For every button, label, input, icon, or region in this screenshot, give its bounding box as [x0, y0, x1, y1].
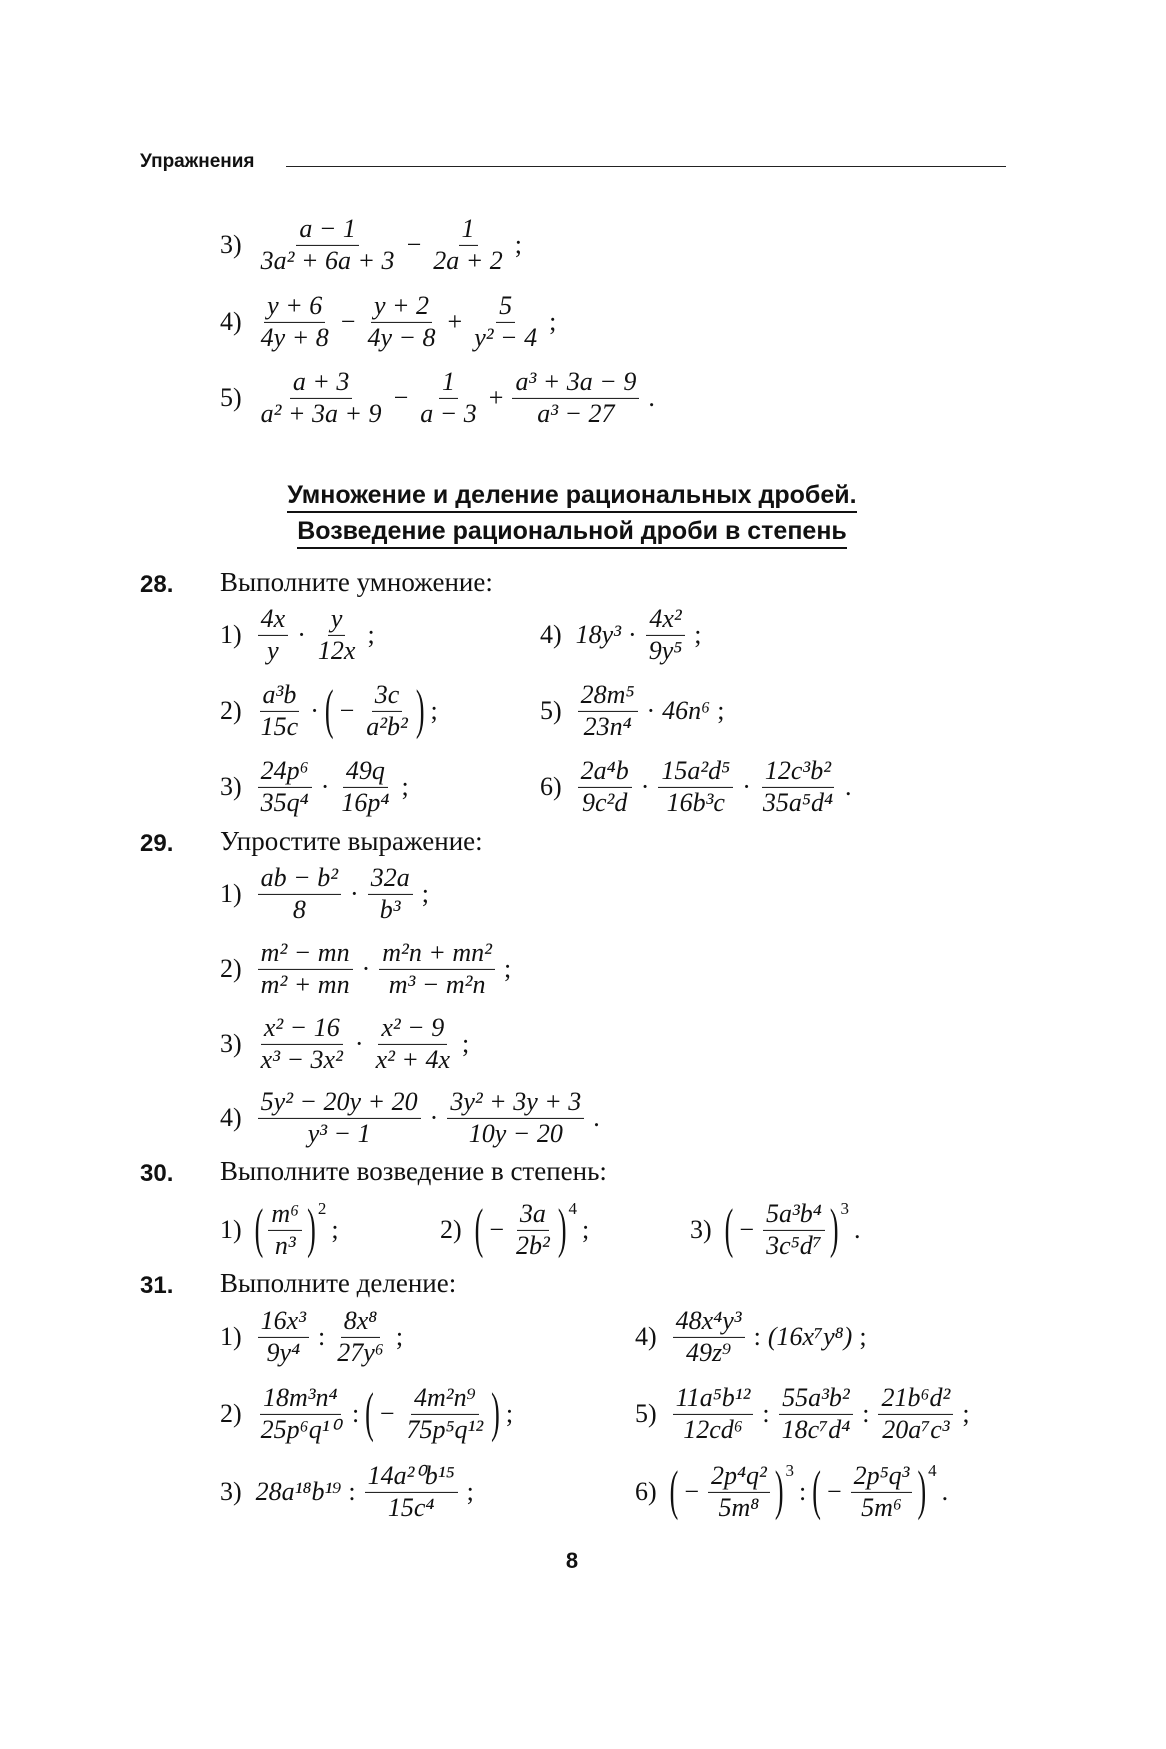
fraction [258, 292, 332, 352]
exercise-item [635, 1307, 872, 1367]
operator: − [339, 695, 355, 725]
numerator: 48x⁴y³ [673, 1307, 745, 1338]
denominator: 5m⁸ [718, 1492, 760, 1522]
section-title-text: Возведение рациональной дроби в степень [297, 517, 847, 549]
operator: : [351, 1398, 360, 1428]
numerator: y [328, 605, 346, 636]
operator: ; [962, 1398, 970, 1428]
fraction [258, 605, 289, 665]
denominator: 8 [292, 894, 306, 924]
operator: − [406, 229, 422, 259]
denominator: b³ [379, 894, 401, 924]
numerator: a − 1 [296, 215, 359, 246]
parenthesized-group [724, 1197, 850, 1260]
exercise-item [220, 1381, 518, 1444]
fraction [363, 681, 411, 741]
fraction [258, 215, 398, 275]
item-label: 6) [635, 1476, 657, 1506]
fraction [658, 757, 733, 817]
problem-task: Выполните возведение в степень: [220, 1156, 607, 1186]
operator: ; [503, 953, 512, 983]
numerator: 1 [459, 215, 478, 246]
numerator: 3a [517, 1200, 549, 1231]
fraction [417, 368, 480, 428]
exercise-item [690, 1197, 866, 1260]
item-label: 3) [220, 229, 242, 259]
parenthesized-group [669, 1459, 795, 1522]
operator: − [340, 306, 356, 336]
operator: : [862, 1398, 870, 1428]
numerator: y + 6 [264, 292, 325, 323]
denominator: 23n⁴ [583, 711, 632, 741]
fraction [578, 681, 638, 741]
operator: ; [859, 1321, 867, 1351]
numerator: 21b⁶d² [878, 1384, 953, 1415]
fraction [379, 939, 495, 999]
denominator: 4y + 8 [260, 322, 329, 352]
item-label: 1) [220, 1214, 242, 1244]
problem-number: 31. [140, 1272, 174, 1299]
operator: . [844, 771, 852, 801]
left-paren: ( [365, 1381, 374, 1443]
numerator: m² − mn [258, 939, 353, 970]
numerator: 2p⁴q² [708, 1462, 770, 1493]
numerator: x² − 9 [378, 1014, 447, 1045]
operator: + [447, 306, 463, 336]
right-paren: ) [774, 1459, 784, 1521]
item-label: 1) [220, 878, 242, 908]
fraction [258, 1014, 346, 1074]
numerator: 12c³b² [762, 757, 834, 788]
header-rule [286, 166, 1006, 167]
operator: ; [430, 695, 438, 725]
fraction [268, 1200, 302, 1260]
fraction [258, 864, 341, 924]
fraction [878, 1384, 953, 1444]
item-label: 3) [690, 1214, 712, 1244]
operator: ; [549, 306, 557, 336]
denominator: 2b² [516, 1230, 550, 1260]
operator: . [593, 1102, 600, 1132]
denominator: 35q⁴ [260, 787, 309, 817]
fraction [673, 1384, 754, 1444]
item-label: 4) [540, 619, 562, 649]
fraction [673, 1307, 745, 1367]
fraction [258, 757, 312, 817]
denominator: a³ − 27 [537, 398, 615, 428]
numerator: 18m³n⁴ [260, 1384, 341, 1415]
fraction [404, 1384, 487, 1444]
problem-number: 30. [140, 1160, 174, 1187]
operator: ; [395, 1321, 404, 1351]
operator: · [320, 771, 330, 801]
operator: · [628, 619, 637, 649]
fraction [365, 1462, 458, 1522]
fraction [338, 757, 392, 817]
item-label: 4) [220, 306, 242, 336]
denominator: m³ − m²n [388, 969, 486, 999]
fraction [258, 681, 302, 741]
exercise-item [220, 1014, 474, 1074]
fraction [368, 864, 413, 924]
numerator: 32a [368, 864, 413, 895]
operator: . [941, 1476, 949, 1506]
term: 18y³ [575, 619, 622, 649]
denominator: 15c⁴ [387, 1492, 435, 1522]
fraction [578, 757, 632, 817]
right-paren: ) [829, 1197, 839, 1259]
numerator: m²n + mn² [379, 939, 495, 970]
operator: ; [421, 878, 429, 908]
numerator: 55a³b² [779, 1384, 853, 1415]
exercise-item [220, 215, 527, 275]
term: 46n⁶ [662, 695, 711, 725]
operator: · [350, 878, 359, 908]
exercise-item [220, 864, 434, 924]
left-paren: ( [324, 678, 334, 740]
denominator: x³ − 3x² [260, 1044, 343, 1074]
exponent: 2 [317, 1198, 327, 1218]
numerator: 4x² [646, 605, 684, 636]
denominator: 25p⁶q¹⁰ [260, 1414, 340, 1444]
denominator: 4y − 8 [367, 322, 436, 352]
item-label: 5) [220, 382, 242, 412]
operator: ; [466, 1476, 474, 1506]
numerator: 1 [439, 368, 458, 399]
fraction [513, 1200, 553, 1260]
denominator: 16p⁴ [341, 787, 390, 817]
operator: ; [717, 695, 725, 725]
item-label: 2) [220, 695, 242, 725]
exercise-item [220, 757, 414, 817]
operator: − [379, 1398, 395, 1428]
operator: . [854, 1214, 861, 1244]
exercise-item [220, 1462, 479, 1522]
operator: + [488, 382, 504, 412]
section-title-line1 [0, 481, 1144, 510]
numerator: 11a⁵b¹² [673, 1384, 754, 1415]
operator: − [393, 382, 409, 412]
item-label: 3) [220, 1476, 242, 1506]
operator: · [354, 1028, 364, 1058]
item-label: 6) [540, 771, 562, 801]
section-title-line2 [0, 517, 1144, 546]
exercise-item [220, 678, 443, 741]
denominator: 10y − 20 [468, 1118, 563, 1148]
denominator: y² − 4 [474, 322, 538, 352]
exercise-item [220, 939, 516, 999]
operator: · [429, 1102, 439, 1132]
denominator: a²b² [366, 711, 408, 741]
item-label: 4) [635, 1321, 657, 1351]
numerator: 16x³ [258, 1307, 309, 1338]
item-label: 1) [220, 1321, 242, 1351]
denominator: 15c [260, 711, 299, 741]
parenthesized-group [364, 1381, 501, 1444]
denominator: a² + 3a + 9 [260, 398, 382, 428]
parenthesized-group [324, 678, 426, 741]
numerator: 4m²n⁹ [411, 1384, 479, 1415]
denominator: 16b³c [666, 787, 725, 817]
fraction [364, 292, 438, 352]
denominator: 9c²d [582, 787, 628, 817]
running-header: Упражнения [140, 151, 255, 172]
denominator: 9y⁵ [648, 635, 683, 665]
page-number: 8 [565, 1548, 579, 1573]
denominator: 75p⁵q¹² [406, 1414, 484, 1444]
exercise-item [220, 292, 561, 352]
item-label: 1) [220, 619, 242, 649]
item-label: 3) [220, 1028, 242, 1058]
item-label: 2) [220, 953, 242, 983]
operator: : [799, 1476, 807, 1506]
numerator: a³b [260, 681, 300, 712]
denominator: y³ − 1 [307, 1118, 371, 1148]
item-label: 3) [220, 771, 242, 801]
numerator: 2a⁴b [578, 757, 632, 788]
operator: − [739, 1214, 755, 1244]
exercise-item [220, 368, 660, 428]
exercise-item [220, 1307, 408, 1367]
numerator: 5a³b⁴ [763, 1200, 825, 1231]
operator: − [684, 1476, 700, 1506]
fraction [646, 605, 686, 665]
numerator: x² − 16 [261, 1014, 343, 1045]
fraction [851, 1462, 913, 1522]
numerator: a³ + 3a − 9 [512, 368, 639, 399]
denominator: a − 3 [420, 398, 477, 428]
problem-task: Выполните умножение: [220, 567, 493, 597]
term: 28a¹⁸b¹⁹ [255, 1476, 342, 1506]
right-paren: ) [415, 678, 425, 740]
exercise-item [220, 1197, 344, 1260]
left-paren: ( [474, 1197, 484, 1259]
denominator: 3a² + 6a + 3 [260, 245, 395, 275]
denominator: 9y⁴ [266, 1337, 301, 1367]
denominator: x² + 4x [375, 1044, 450, 1074]
numerator: 15a²d⁵ [658, 757, 733, 788]
operator: : [348, 1476, 356, 1506]
operator: . [648, 382, 655, 412]
denominator: 18c⁷d⁴ [781, 1414, 851, 1444]
left-paren: ( [254, 1197, 264, 1259]
exercise-item [220, 605, 380, 665]
parenthesized-group [811, 1459, 937, 1522]
exercise-item [635, 1384, 975, 1444]
denominator: 27y⁶ [337, 1337, 384, 1367]
numerator: 5 [496, 292, 515, 323]
fraction [763, 1200, 825, 1260]
operator: · [361, 953, 371, 983]
denominator: 3c⁵d⁷ [766, 1230, 822, 1260]
exponent: 3 [840, 1198, 850, 1218]
operator: ; [331, 1214, 339, 1244]
fraction [334, 1307, 387, 1367]
denominator: 12cd⁶ [683, 1414, 743, 1444]
left-paren: ( [724, 1197, 734, 1259]
numerator: ab − b² [258, 864, 341, 895]
numerator: 2p⁵q³ [851, 1462, 913, 1493]
operator: ; [514, 229, 523, 259]
operator: − [489, 1214, 505, 1244]
right-paren: ) [557, 1197, 567, 1259]
numerator: 4x [258, 605, 289, 636]
exercise-item [540, 681, 729, 741]
numerator: 8x⁸ [341, 1307, 381, 1338]
fraction [258, 1307, 309, 1367]
fraction [471, 292, 540, 352]
fraction [430, 215, 506, 275]
fraction [258, 939, 353, 999]
operator: ; [401, 771, 409, 801]
operator: ; [461, 1028, 470, 1058]
denominator: 49z⁹ [686, 1337, 732, 1367]
problem-task: Выполните деление: [220, 1268, 457, 1298]
parenthesized-group [254, 1197, 327, 1260]
exponent: 4 [928, 1460, 937, 1480]
operator: ; [694, 619, 702, 649]
fraction [258, 1088, 421, 1148]
exponent: 3 [785, 1460, 795, 1480]
denominator: m² + mn [260, 969, 350, 999]
term: (16x⁷y⁸) [767, 1321, 853, 1351]
exercise-item [540, 605, 707, 665]
right-paren: ) [307, 1197, 316, 1259]
problem-task: Упростите выражение: [220, 826, 483, 856]
exercise-item [635, 1459, 953, 1522]
problem-number: 29. [140, 830, 174, 857]
fraction [779, 1384, 854, 1444]
exercise-item [440, 1197, 594, 1260]
operator: : [318, 1321, 326, 1351]
exponent: 4 [568, 1198, 577, 1218]
operator: · [646, 695, 656, 725]
numerator: y + 2 [371, 292, 432, 323]
item-label: 2) [220, 1398, 242, 1428]
denominator: n³ [274, 1230, 296, 1260]
numerator: 3y² + 3y + 3 [447, 1088, 584, 1119]
section-title-text: Умножение и деление рациональных дробей. [287, 481, 856, 513]
fraction [512, 368, 639, 428]
operator: · [742, 771, 751, 801]
item-label: 5) [540, 695, 562, 725]
numerator: 5y² − 20y + 20 [258, 1088, 421, 1119]
fraction [258, 368, 385, 428]
fraction [373, 1014, 453, 1074]
denominator: 12x [317, 635, 356, 665]
numerator: 14a²⁰b¹⁵ [365, 1462, 458, 1493]
fraction [258, 1384, 343, 1444]
fraction [315, 605, 359, 665]
operator: : [753, 1321, 761, 1351]
denominator: 35a⁵d⁴ [762, 787, 833, 817]
operator: : [762, 1398, 770, 1428]
operator: · [310, 695, 319, 725]
exercise-item [540, 757, 856, 817]
numerator: 28m⁵ [578, 681, 638, 712]
numerator: 24p⁶ [258, 757, 312, 788]
fraction [760, 757, 836, 817]
parenthesized-group [474, 1197, 577, 1260]
right-paren: ) [917, 1459, 927, 1521]
numerator: 49q [343, 757, 388, 788]
numerator: a + 3 [290, 368, 353, 399]
operator: − [826, 1476, 842, 1506]
denominator: 2a + 2 [433, 245, 503, 275]
exercise-item [220, 1088, 605, 1148]
operator: ; [367, 619, 375, 649]
problem-number: 28. [140, 571, 174, 598]
operator: · [297, 619, 306, 649]
denominator: 5m⁶ [861, 1492, 902, 1522]
item-label: 5) [635, 1398, 657, 1428]
right-paren: ) [491, 1381, 500, 1443]
operator: ; [581, 1214, 590, 1244]
denominator: y [267, 635, 279, 665]
fraction [447, 1088, 584, 1148]
numerator: 3c [372, 681, 403, 712]
left-paren: ( [812, 1459, 821, 1521]
item-label: 2) [440, 1214, 462, 1244]
left-paren: ( [669, 1459, 679, 1521]
denominator: 20a⁷c³ [882, 1414, 950, 1444]
numerator: m⁶ [268, 1200, 302, 1231]
item-label: 4) [220, 1102, 242, 1132]
fraction [708, 1462, 770, 1522]
operator: · [640, 771, 650, 801]
operator: ; [505, 1398, 514, 1428]
